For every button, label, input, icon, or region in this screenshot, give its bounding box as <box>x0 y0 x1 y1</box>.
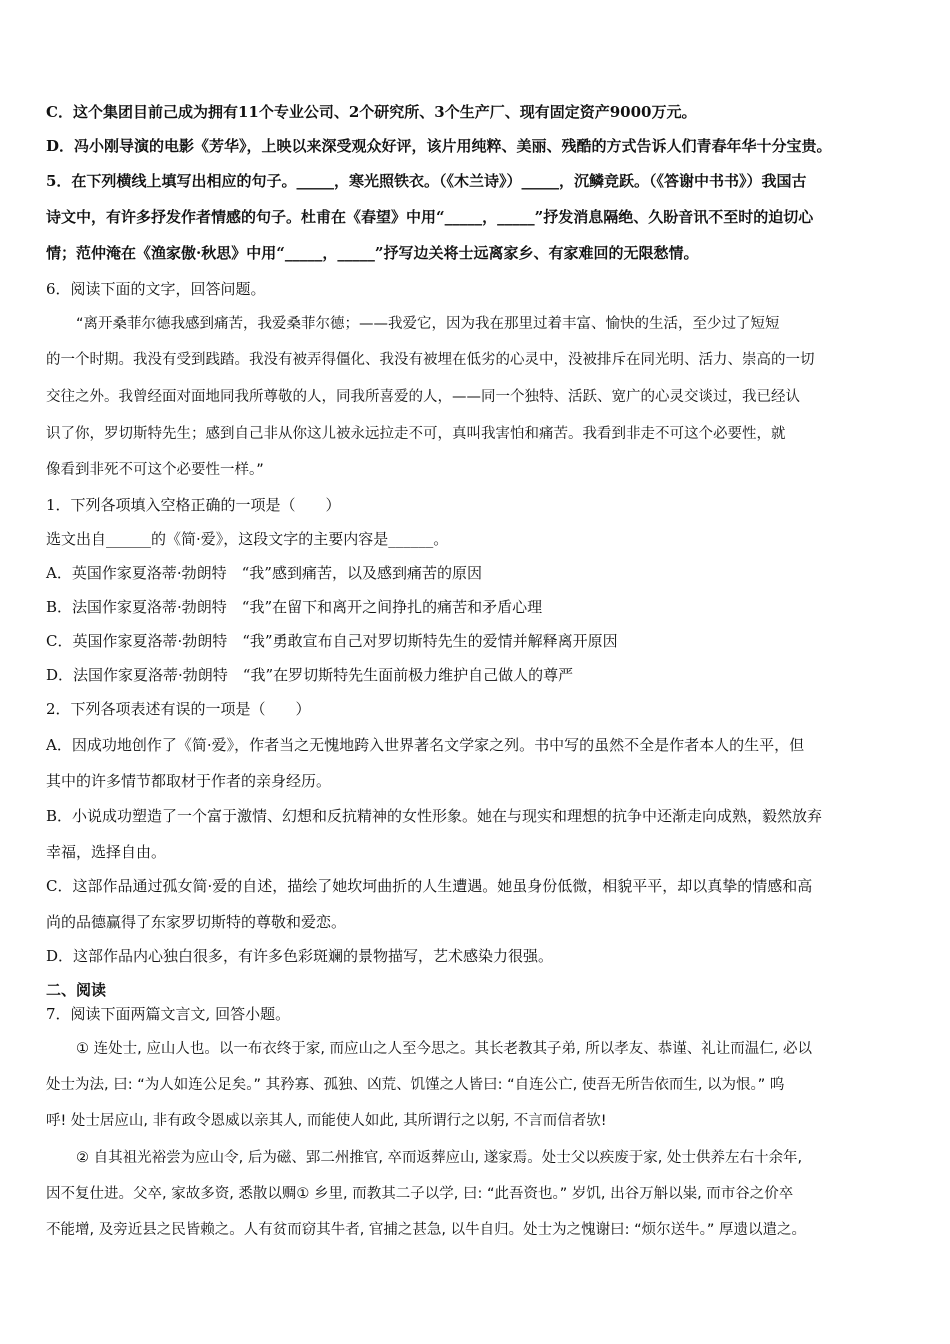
classical-para1-line: 处士为法, 曰: “为人如连公足矣。” 其矜寡、孤独、凶荒、饥馑之人皆曰: “自连公亡, 使吾无所告依而生, 以为恨。” 呜 <box>46 1077 785 1093</box>
q4-option-c: C．这个集团目前己成为拥有11个专业公司、2个研究所、3个生产厂、现有固定资产9000万元。 <box>46 103 697 121</box>
q6-sub2-option-b: B．小说成功塑造了一个富于激情、幻想和反抗精神的女性形象。她在与现实和理想的抗争中还渐走向成熟，毅然放弃 <box>46 807 823 825</box>
q4-option-d: D．冯小刚导演的电影《芳华》，上映以来深受观众好评，该片用纯粹、美丽、残酷的方式告诉人们青春年华十分宝贵。 <box>46 137 832 155</box>
classical-para2-line: ② 自其祖光裕尝为应山令, 后为磁、郢二州推官, 卒而返葬应山, 遂家焉。处士父以疾废于家, 处士供养左右十余年, <box>76 1150 803 1166</box>
classical-para2-line: 不能增, 及旁近县之民皆赖之。人有贫而窃其牛者, 官捕之甚急, 以牛自归。处士为之愧谢曰: “烦尔送牛。” 厚遗以遣之。 <box>46 1222 807 1238</box>
q6-stem: 6．阅读下面的文字，回答问题。 <box>46 280 266 298</box>
q6-sub1-option-d: D．法国作家夏洛蒂·勃朗特 “我”在罗切斯特先生面前极力维护自己做人的尊严 <box>46 666 574 684</box>
classical-para2-line: 因不复仕进。父卒, 家故多资, 悉散以赒① 乡里, 而教其二子以学, 曰: “此吾资也。” 岁饥, 出谷万斛以粜, 而市谷之价卒 <box>46 1186 794 1202</box>
q6-sub2-question: 2．下列各项表述有误的一项是（ ） <box>46 700 311 718</box>
q6-sub2-option-a-cont: 其中的许多情节都取材于作者的亲身经历。 <box>46 772 332 790</box>
q7-stem: 7．阅读下面两篇文言文, 回答小题。 <box>46 1005 291 1023</box>
classical-para1-line: 呼! 处士居应山, 非有政令恩威以亲其人, 而能使人如此, 其所谓行之以躬, 不言而信者欤! <box>46 1113 607 1129</box>
classical-para1-line: ① 连处士, 应山人也。以一布衣终于家, 而应山之人至今思之。其长老教其子弟, 所以孝友、恭谨、礼让而温仁, 必以 <box>76 1041 812 1057</box>
q6-passage-line: 像看到非死不可这个必要性一样。” <box>46 462 264 478</box>
q6-sub2-option-c-cont: 尚的品德赢得了东家罗切斯特的尊敬和爱恋。 <box>46 913 347 931</box>
section-heading: 二、阅读 <box>46 981 107 999</box>
q6-sub2-option-a: A．因成功地创作了《简·爱》，作者当之无愧地跨入世界著名文学家之列。书中写的虽然不全是作者本人的生平，但 <box>46 736 805 754</box>
q6-sub2-option-c: C．这部作品通过孤女简·爱的自述，描绘了她坎坷曲折的人生遭遇。她虽身份低微，相貌平平，却以真挚的情感和高 <box>46 877 813 895</box>
q6-passage-line: “离开桑菲尔德我感到痛苦，我爱桑菲尔德；——我爱它，因为我在那里过着丰富、愉快的生活，至少过了短短 <box>76 316 780 332</box>
q6-sub1-option-b: B．法国作家夏洛蒂·勃朗特 “我”在留下和离开之间挣扎的痛苦和矛盾心理 <box>46 598 543 616</box>
q6-passage-line: 交往之外。我曾经面对面地同我所尊敬的人，同我所喜爱的人，——同一个独特、活跃、宽广的心灵交谈过，我已经认 <box>46 389 800 405</box>
q6-sub1-question: 1．下列各项填入空格正确的一项是（ ） <box>46 496 341 514</box>
q6-sub1-option-a: A．英国作家夏洛蒂·勃朗特 “我”感到痛苦，以及感到痛苦的原因 <box>46 564 482 582</box>
q6-passage-line: 的一个时期。我没有受到践踏。我没有被弄得僵化、我没有被埋在低劣的心灵中，没被排斥在同光明、活力、崇高的一切 <box>46 352 815 368</box>
q6-sub2-option-b-cont: 幸福，选择自由。 <box>46 843 167 861</box>
q6-sub1-blank-line: 选文出自______的《简·爱》，这段文字的主要内容是______。 <box>46 530 449 548</box>
q6-sub2-option-d: D．这部作品内心独白很多，有许多色彩斑斓的景物描写，艺术感染力很强。 <box>46 947 554 965</box>
q5-line-2: 诗文中，有许多抒发作者情感的句子。杜甫在《春望》中用“_____，_____”抒发消息隔绝、久盼音讯不至时的迫切心 <box>46 208 814 226</box>
q6-passage-line: 识了你，罗切斯特先生；感到自己非从你这儿被永远拉走不可，真叫我害怕和痛苦。我看到非走不可这个必要性，就 <box>46 426 786 442</box>
q6-sub1-option-c: C．英国作家夏洛蒂·勃朗特 “我”勇敢宣布自己对罗切斯特先生的爱情并解释离开原因 <box>46 632 618 650</box>
q5-line-1: 5．在下列横线上填写出相应的句子。_____，寒光照铁衣。（《木兰诗》）_____，沉鳞竞跃。（《答谢中书书》）我国古 <box>46 172 807 190</box>
q5-line-3: 情；范仲淹在《渔家傲·秋思》中用“_____，_____”抒写边关将士远离家乡、有家难回的无限愁情。 <box>46 244 699 262</box>
